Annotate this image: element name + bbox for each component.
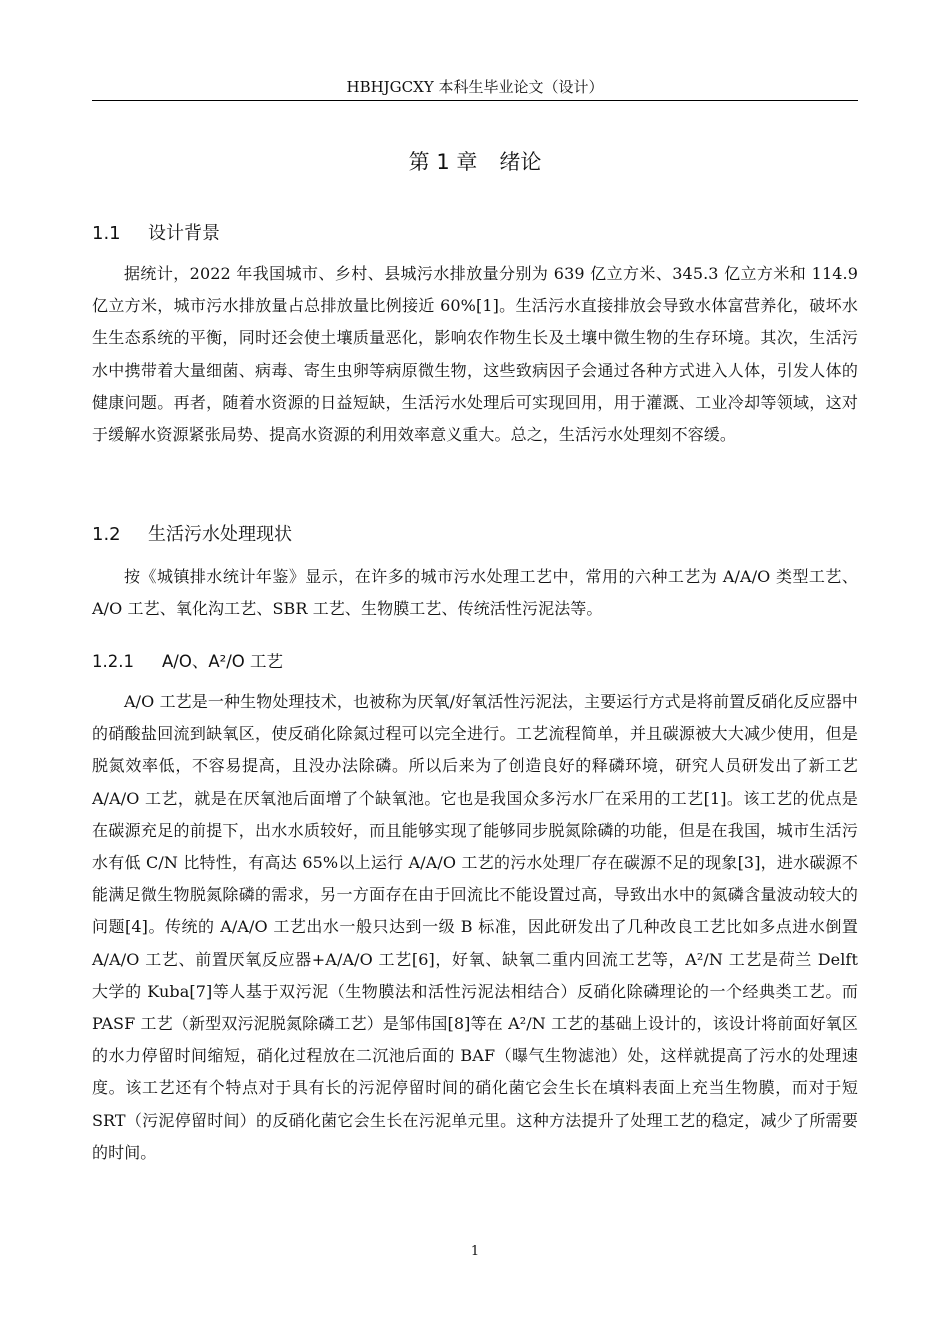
section-title: 设计背景 bbox=[148, 223, 220, 244]
page-number: 1 bbox=[470, 1244, 480, 1259]
chapter-name: 绪论 bbox=[499, 150, 542, 174]
section-number: 1.1 bbox=[92, 223, 121, 244]
paragraph-design-background: 据统计，2022 年我国城市、乡村、县城污水排放量分别为 639 亿立方米、345.3 亿立方米和 114.9 亿立方米，城市污水排放量占总排放量比例接近 60%[1]。生活污水直接排放会导致水体富营养化，破坏水生生态系统的平衡，同时还会使土壤质量恶化，影响农作物生长及土壤中微生物的生存环境。其次，生活污水中携带着大量细菌、病毒、寄生虫卵等病原微生物，这些致病因子会通过各种方式进入人体，引发人体的健康问题。再者，随着水资源的日益短缺，生活污水处理后可实现回用，用于灌溉、工业冷却等领域，这对于缓解水资源紧张局势、提高水资源的利用效率意义重大。总之，生活污水处理刻不容缓。 bbox=[92, 264, 858, 445]
subsection-title: A/O、A²/O 工艺 bbox=[162, 652, 284, 671]
paragraph-ao-process: A/O 工艺是一种生物处理技术，也被称为厌氧/好氧活性污泥法，主要运行方式是将前置反硝化反应器中的硝酸盐回流到缺氧区，使反硝化除氮过程可以完全进行。工艺流程简单，并且碳源被大大减少使用，但是脱氮效率低，不容易提高，且没办法除磷。所以后来为了创造良好的释磷环境，研究人员研发出了新工艺 A/A/O 工艺，就是在厌氧池后面增了个缺氧池。它也是我国众多污水厂在采用的工艺[1]。该工艺的优点是在碳源充足的前提下，出水水质较好，而且能够实现了能够同步脱氮除磷的功能，但是在我国，城市生活污水有低 C/N 比特性，有高达 65%以上运行 A/A/O 工艺的污水处理厂存在碳源不足的现象[3]，进水碳源不能满足微生物脱氮除磷的需求，另一方面存在由于回流比不能设置过高，导致出水中的氮磷含量波动较大的问题[4]。传统的 A/A/O 工艺出水一般只达到一级 B 标准，因此研发出了几种改良工艺比如多点进水倒置 A/A/O 工艺、前置厌氧反应器+A/A/O 工艺[6]，好氧、缺氧二重内回流工艺等，A²/N 工艺是荷兰 Delft 大学的 Kuba[7]等人基于双污泥（生物膜法和活性污泥法相结合）反硝化除磷理论的一个经典类工艺。而 PASF 工艺（新型双污泥脱氮除磷工艺）是邹伟国[8]等在 A²/N 工艺的基础上设计的，该设计将前面好氧区的水力停留时间缩短，硝化过程放在二沉池后面的 BAF（曝气生物滤池）处，这样就提高了污水的处理速度。该工艺还有个特点对于具有长的污泥停留时间的硝化菌它会生长在填料表面上充当生物膜，而对于短 SRT（污泥停留时间）的反硝化菌它会生长在污泥单元里。这种方法提升了处理工艺的稳定，减少了所需要的时间。 bbox=[92, 692, 858, 1162]
chapter-title bbox=[0, 148, 950, 176]
running-header: HBHJGCXY 本科生毕业论文（设计） bbox=[92, 78, 858, 101]
section-heading-1-2 bbox=[92, 522, 292, 548]
section-heading-1-1 bbox=[92, 221, 220, 247]
subsection-number: 1.2.1 bbox=[92, 652, 134, 671]
paragraph-treatment-status: 按《城镇排水统计年鉴》显示，在许多的城市污水处理工艺中，常用的六种工艺为 A/A/O 类型工艺、A/O 工艺、氧化沟工艺、SBR 工艺、生物膜工艺、传统活性污泥法等。 bbox=[92, 567, 858, 619]
section-title: 生活污水处理现状 bbox=[148, 524, 292, 545]
section-number: 1.2 bbox=[92, 524, 121, 545]
subsection-heading-1-2-1 bbox=[92, 650, 283, 674]
chapter-number: 第 1 章 bbox=[408, 150, 478, 174]
